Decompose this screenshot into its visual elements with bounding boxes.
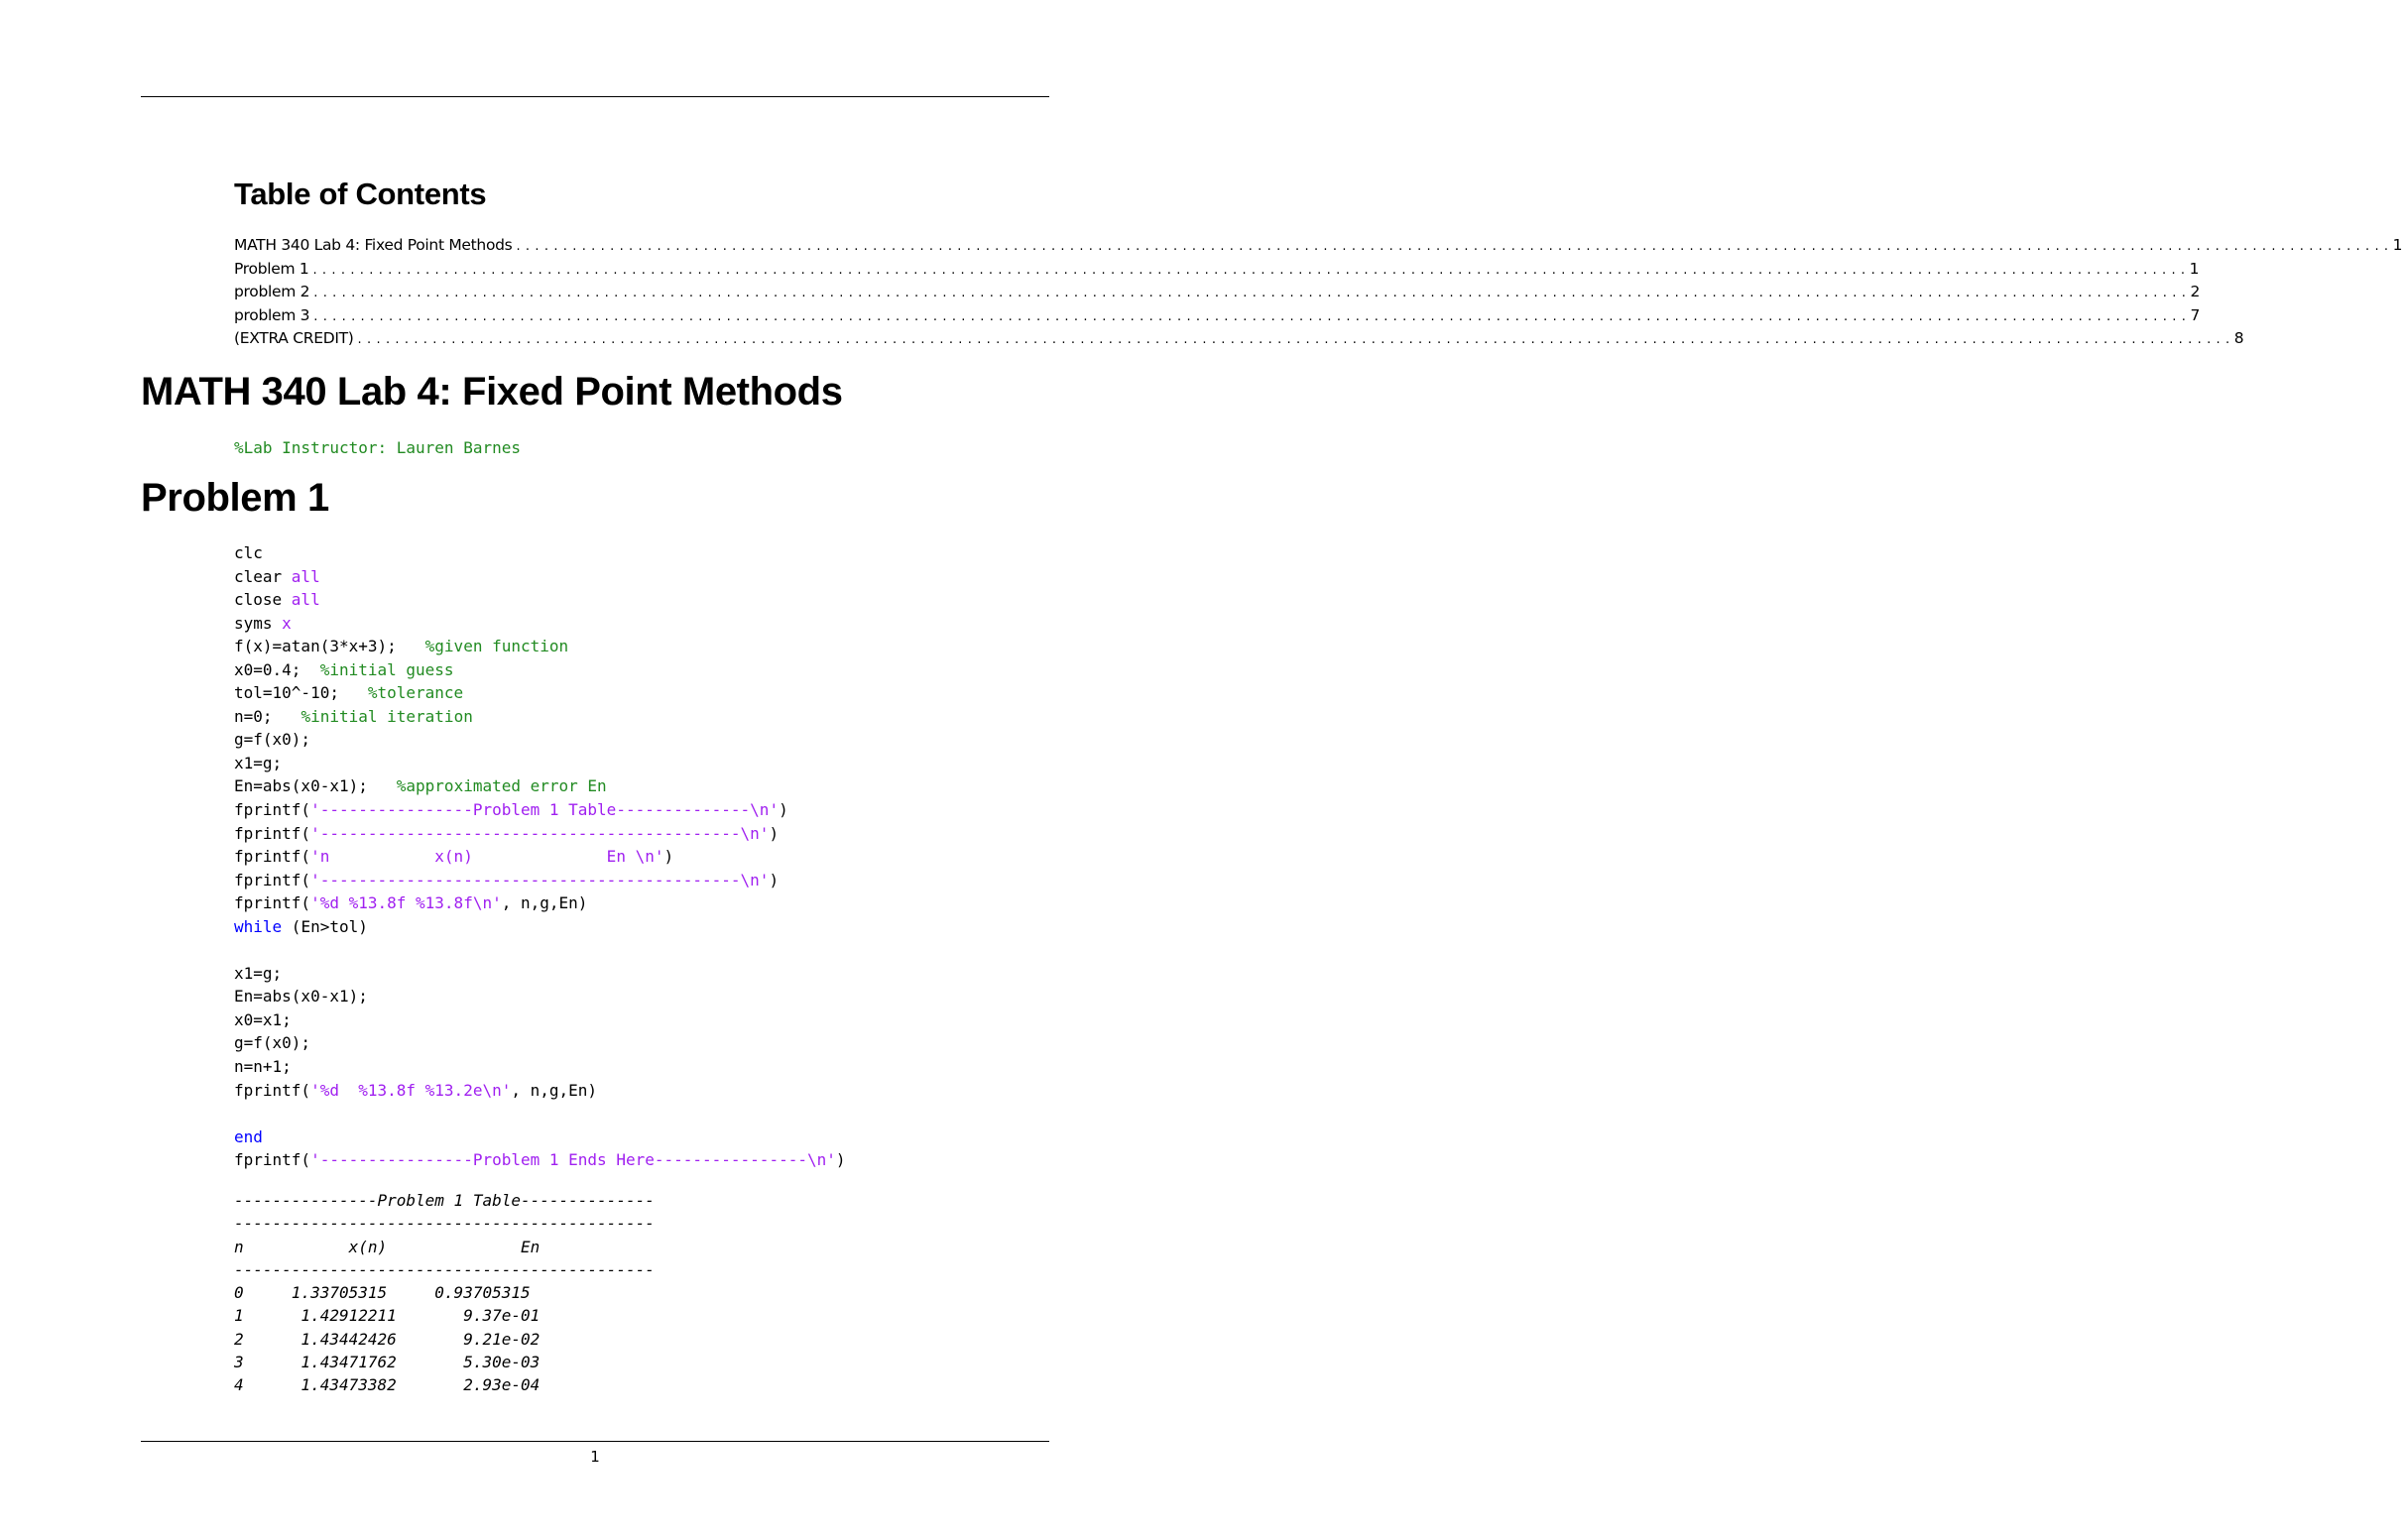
code-token: syms — [234, 613, 283, 633]
output-line: 0 1.33705315 0.93705315 — [234, 1283, 531, 1303]
code-token: ) — [769, 823, 780, 843]
code-token: x1=g; — [234, 753, 283, 772]
code-token: '--------------------------------------------\n' — [310, 870, 770, 889]
code-token: '%d %13.8f %13.2e\n' — [310, 1080, 512, 1100]
output-line: 3 1.43471762 5.30e-03 — [234, 1353, 541, 1372]
toc-entry-label: problem 3 — [234, 305, 310, 324]
code-line — [234, 1081, 597, 1100]
code-token: fprintf( — [234, 800, 311, 820]
code-token: fprintf( — [234, 1150, 311, 1170]
code-token: fprintf( — [234, 1080, 311, 1100]
toc-entry-label: (EXTRA CREDIT) — [234, 329, 354, 348]
code-token: (En>tol) — [282, 916, 368, 936]
code-line — [234, 567, 320, 586]
code-token: En=abs(x0-x1); — [234, 987, 368, 1007]
code-token: g=f(x0); — [234, 730, 311, 750]
code-token: 'n x(n) En \n' — [310, 847, 664, 867]
code-line — [234, 776, 607, 795]
code-token: fprintf( — [234, 870, 311, 889]
code-token: clear — [234, 566, 292, 586]
code-line — [234, 1057, 292, 1076]
code-line — [234, 1127, 263, 1146]
code-token: while — [234, 916, 283, 936]
code-line — [234, 614, 292, 633]
code-token: '%d %13.8f %13.8f\n' — [310, 893, 502, 913]
output-line: 4 1.43473382 2.93e-04 — [234, 1375, 541, 1395]
code-line — [234, 987, 368, 1006]
code-line — [234, 543, 263, 562]
code-line — [234, 660, 454, 679]
code-token: ) — [769, 870, 780, 889]
code-token: tol=10^-10; — [234, 683, 368, 703]
code-line — [234, 637, 568, 655]
code-token: ) — [779, 800, 788, 820]
code-token: clc — [234, 543, 263, 562]
footer-rule — [141, 1441, 1049, 1442]
toc-entry-label: problem 2 — [234, 283, 310, 301]
output-line: ---------------Problem 1 Table-------------- — [234, 1191, 655, 1210]
toc-entry-page: 8 — [2233, 329, 2244, 348]
output-line: -------------------------------------------- — [234, 1259, 655, 1279]
toc-entry[interactable] — [234, 259, 2200, 284]
code-token: x — [282, 613, 292, 633]
toc-leader-dots: . . . . . . . . . . . . . . . . . . . . . . . . . . . . . . . . . . . . . . . . . . . . . . . . . . . . . . . . . . . . . . . . . . . . . . . . . . . . . . . . . . . . . . . . . . . . . . . . . . . . . . . . . . . . . . . . . . . . . . . . . . . . . . . . . . . . . . . . . . . . . . . . . . . . . . . . . . . . . . . . . . . . . . . . . . . . . . . . . . . . . . . . . . . . . . . . . . . . . . . . — [312, 262, 2186, 278]
table-of-contents — [234, 236, 2403, 353]
output-line: n x(n) En — [234, 1237, 541, 1256]
code-token: %tolerance — [367, 683, 464, 703]
code-line — [234, 1150, 846, 1169]
code-token: f(x)=atan(3*x+3); — [234, 637, 425, 656]
instructor-comment: %Lab Instructor: Lauren Barnes — [234, 438, 521, 457]
output-line: 1 1.42912211 9.37e-01 — [234, 1306, 541, 1326]
code-line — [234, 590, 320, 609]
code-token: '----------------Problem 1 Table--------------\n' — [310, 800, 780, 820]
toc-entry-label: Problem 1 — [234, 259, 309, 278]
code-line — [234, 1010, 292, 1029]
code-token: , n,g,En) — [511, 1080, 598, 1100]
toc-entry-page: 1 — [2392, 236, 2403, 254]
code-token: close — [234, 590, 292, 610]
code-token: x0=0.4; — [234, 659, 320, 679]
code-line — [234, 917, 368, 936]
code-token: %initial guess — [319, 659, 454, 679]
toc-entry-page: 1 — [2189, 259, 2200, 278]
toc-leader-dots: . . . . . . . . . . . . . . . . . . . . . . . . . . . . . . . . . . . . . . . . . . . . . . . . . . . . . . . . . . . . . . . . . . . . . . . . . . . . . . . . . . . . . . . . . . . . . . . . . . . . . . . . . . . . . . . . . . . . . . . . . . . . . . . . . . . . . . . . . . . . . . . . . . . . . . . . . . . . . . . . . . . . . . . . . . . . . . . . . . . . . . . . . . . . . . . . . . . . . . . . — [313, 286, 2187, 301]
code-line — [234, 871, 779, 889]
code-line — [234, 847, 673, 866]
code-token: '----------------Problem 1 Ends Here----------------\n' — [310, 1150, 836, 1170]
code-token: all — [291, 590, 320, 610]
code-line — [234, 707, 473, 726]
code-token: %initial iteration — [300, 706, 473, 726]
section-heading-problem1: Problem 1 — [141, 476, 329, 520]
toc-entry[interactable] — [234, 236, 2403, 260]
output-line: -------------------------------------------- — [234, 1214, 655, 1234]
code-line — [234, 800, 788, 819]
code-token: fprintf( — [234, 823, 311, 843]
code-line — [234, 730, 310, 749]
code-line — [234, 1033, 310, 1052]
toc-leader-dots: . . . . . . . . . . . . . . . . . . . . . . . . . . . . . . . . . . . . . . . . . . . . . . . . . . . . . . . . . . . . . . . . . . . . . . . . . . . . . . . . . . . . . . . . . . . . . . . . . . . . . . . . . . . . . . . . . . . . . . . . . . . . . . . . . . . . . . . . . . . . . . . . . . . . . . . . . . . . . . . . . . . . . . . . . . . . . . . . . . . . . . . . . . . . . . . . . . . . . . . . — [516, 239, 2389, 254]
toc-entry-page: 2 — [2190, 283, 2201, 301]
toc-entry[interactable] — [234, 329, 2244, 353]
code-token: n=0; — [234, 706, 301, 726]
header-rule — [141, 96, 1049, 97]
code-token: ) — [835, 1150, 846, 1170]
code-token: %given function — [424, 637, 569, 656]
code-line — [234, 824, 779, 843]
code-token: x0=x1; — [234, 1009, 292, 1029]
code-token: fprintf( — [234, 847, 311, 867]
code-token: n=n+1; — [234, 1057, 292, 1077]
toc-entry[interactable] — [234, 305, 2201, 330]
code-line — [234, 964, 282, 983]
section-heading-math340: MATH 340 Lab 4: Fixed Point Methods — [141, 370, 843, 414]
output-block-problem1 — [234, 1189, 655, 1397]
code-token: %approximated error En — [396, 776, 607, 796]
toc-title: Table of Contents — [234, 177, 487, 211]
toc-entry-label: MATH 340 Lab 4: Fixed Point Methods — [234, 236, 513, 254]
code-block-problem1 — [234, 541, 846, 1172]
code-line — [234, 893, 587, 912]
code-line — [234, 754, 282, 772]
code-token: ) — [663, 847, 674, 867]
code-token: En=abs(x0-x1); — [234, 776, 397, 796]
toc-entry[interactable] — [234, 283, 2201, 306]
page-number: 1 — [590, 1448, 600, 1466]
code-line — [234, 683, 463, 702]
toc-leader-dots: . . . . . . . . . . . . . . . . . . . . . . . . . . . . . . . . . . . . . . . . . . . . . . . . . . . . . . . . . . . . . . . . . . . . . . . . . . . . . . . . . . . . . . . . . . . . . . . . . . . . . . . . . . . . . . . . . . . . . . . . . . . . . . . . . . . . . . . . . . . . . . . . . . . . . . . . . . . . . . . . . . . . . . . . . . . . . . . . . . . . . . . . . . . . . . . . . . . . . . . . — [357, 332, 2230, 348]
code-token: x1=g; — [234, 963, 283, 983]
toc-leader-dots: . . . . . . . . . . . . . . . . . . . . . . . . . . . . . . . . . . . . . . . . . . . . . . . . . . . . . . . . . . . . . . . . . . . . . . . . . . . . . . . . . . . . . . . . . . . . . . . . . . . . . . . . . . . . . . . . . . . . . . . . . . . . . . . . . . . . . . . . . . . . . . . . . . . . . . . . . . . . . . . . . . . . . . . . . . . . . . . . . . . . . . . . . . . . . . . . . . . . . . . . — [313, 308, 2187, 324]
code-token: , n,g,En) — [501, 893, 588, 913]
code-token: g=f(x0); — [234, 1033, 311, 1053]
code-token: end — [234, 1126, 263, 1146]
code-token: fprintf( — [234, 893, 311, 913]
code-token: '--------------------------------------------\n' — [310, 823, 770, 843]
code-token: all — [291, 566, 320, 586]
output-line: 2 1.43442426 9.21e-02 — [234, 1329, 541, 1349]
toc-entry-page: 7 — [2190, 305, 2201, 324]
